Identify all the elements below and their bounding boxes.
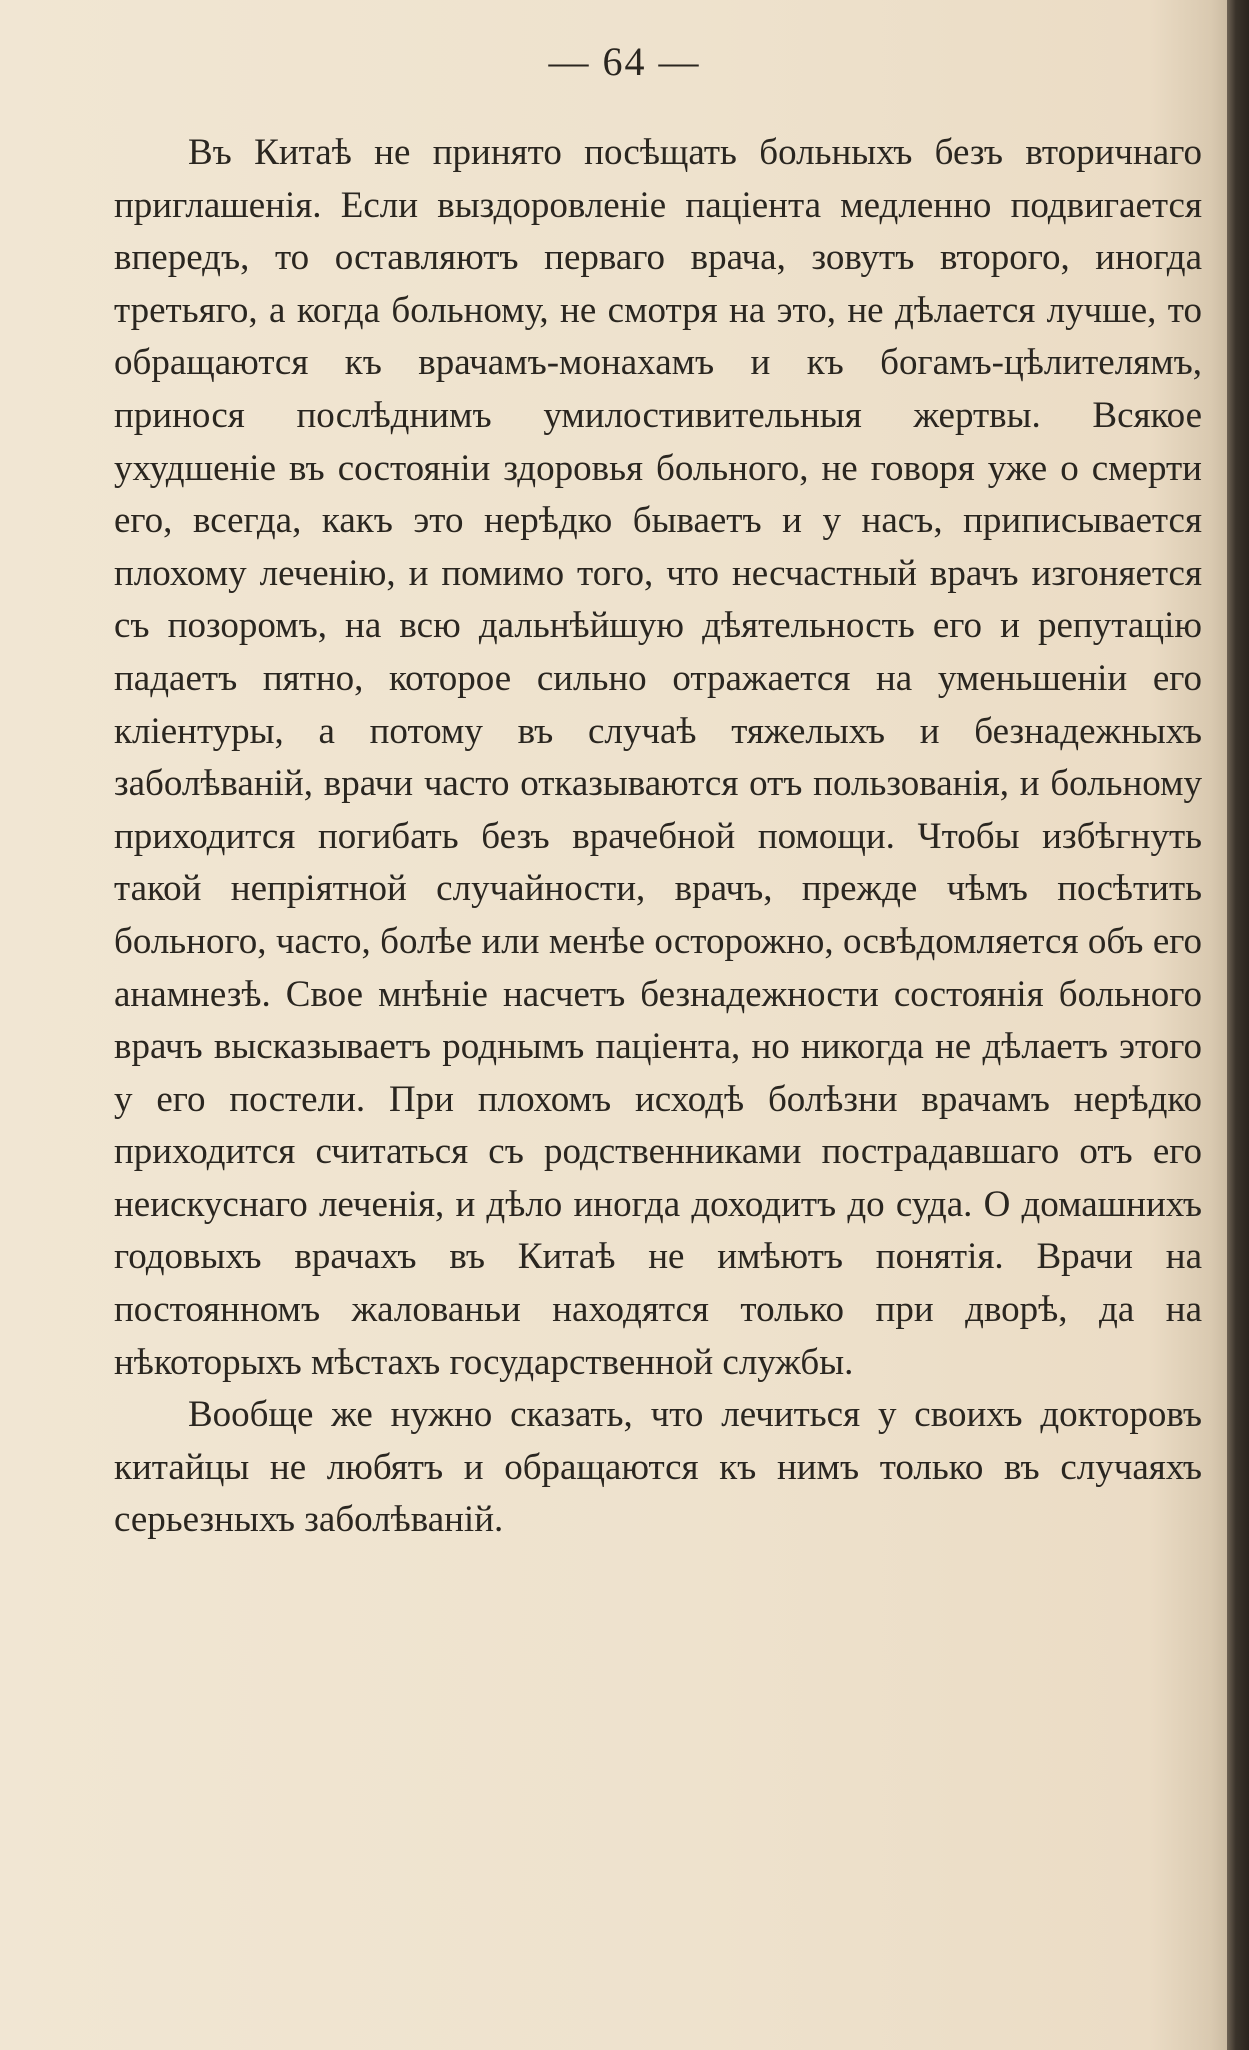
page-number: — 64 —	[548, 39, 701, 84]
paragraph-2: Вообще же нужно сказать, что лечиться у своихъ докторовъ китайцы не любятъ и обращаются къ нимъ только въ случаяхъ серьезныхъ заболѣваній.	[114, 1394, 1202, 1541]
paragraph-1: Въ Китаѣ не принято посѣщать больныхъ безъ вторичнаго приглашенія. Если выздоровленіе паціента медленно подвигается впередъ, то оставляютъ перваго врача, зовутъ второго, иногда третьяго, а когда больному, не смотря на это, не дѣлается лучше, то обращаются къ врачамъ-монахамъ и къ богамъ-цѣлителямъ, принося послѣднимъ умилостивительныя жертвы. Всякое ухудшеніе въ состояніи здоровья больного, не говоря уже о смерти его, всегда, какъ это нерѣдко бываетъ и у насъ, приписывается плохому леченію, и помимо того, что несчастный врачъ изгоняется съ позоромъ, на всю дальнѣйшую дѣятельность его и репутацію падаетъ пятно, которое сильно отражается на уменьшеніи его кліентуры, а потому въ случаѣ тяжелыхъ и безнадежныхъ заболѣваній, врачи часто отказываются отъ пользованія, и больному приходится погибать безъ врачебной помощи. Чтобы избѣгнуть такой непріятной случайности, врачъ, прежде чѣмъ посѣтить больного, часто, болѣе или менѣе осторожно, освѣдомляется объ его анамнезѣ. Свое мнѣніе насчетъ безнадежности состоянія больного врачъ высказываетъ роднымъ паціента, но никогда не дѣлаетъ этого у его постели. При плохомъ исходѣ болѣзни врачамъ нерѣдко приходится считаться съ родственниками пострадавшаго отъ его неискуснаго леченія, и дѣло иногда доходитъ до суда. О домашнихъ годовыхъ врачахъ въ Китаѣ не имѣютъ понятія. Врачи на постоянномъ жалованьи находятся только при дворѣ, да на нѣкоторыхъ мѣстахъ государственной службы.	[114, 132, 1202, 1383]
body-text	[114, 127, 1202, 1547]
book-spine-edge	[1227, 0, 1249, 2050]
